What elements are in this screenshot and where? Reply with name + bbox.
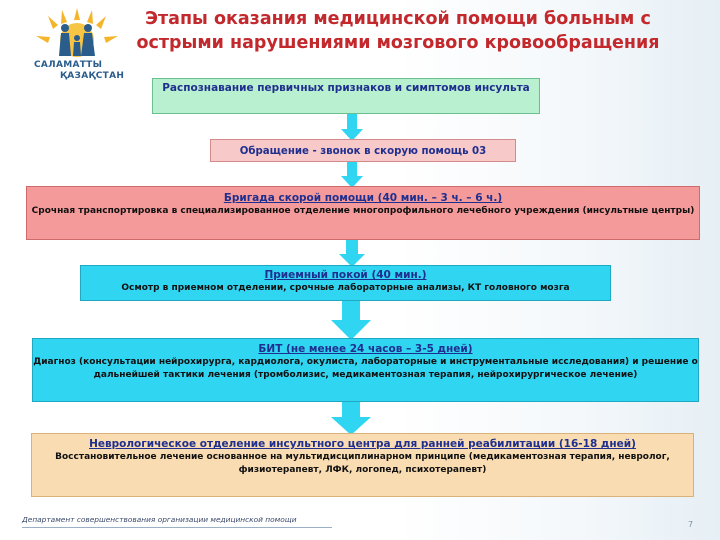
flow-arrow-3 xyxy=(339,239,365,267)
title-line1: Этапы оказания медицинской помощи больным с xyxy=(145,9,651,29)
title-line2: острыми нарушениями мозгового кровообращения xyxy=(136,33,660,53)
logo-text-line1: САЛАМАТТЫ xyxy=(34,60,103,70)
page-number: 7 xyxy=(688,520,694,529)
step-rehab-detail: Восстановительное лечение основанное на мультидисциплинарном принципе (медикаментозная терапия, невролог, физиотерапевт, ЛФК, логопед, психотерапевт) xyxy=(55,452,670,475)
step-ambulance-box xyxy=(26,186,700,240)
logo-text-line2: ҚАЗАҚСТАН xyxy=(60,71,125,81)
step-ambulance-detail: Срочная транспортировка в специализированное отделение многопрофильного лечебного учреждения (инсультные центры) xyxy=(31,206,695,216)
step-emergency-call-box xyxy=(210,139,516,162)
step-icu-box xyxy=(32,338,699,402)
step-admission-box xyxy=(80,265,611,301)
step-emergency-call-title: Обращение - звонок в скорую помощь 03 xyxy=(239,146,487,157)
step-rehab-box xyxy=(31,433,694,497)
flow-arrow-1 xyxy=(341,113,363,141)
flow-arrow-5 xyxy=(331,401,371,435)
step-icu-detail: Диагноз (консультации нейрохирурга, кардиолога, окулиста, лабораторные и инструментальные исследования) и решение о дальнейшей тактики лечения (тромболизис, медикаментозная терапия, нейрохирургическое лечение) xyxy=(33,357,698,380)
flow-arrow-4 xyxy=(331,300,371,340)
step-recognition-box xyxy=(152,78,540,114)
footer-divider xyxy=(22,527,332,528)
step-recognition-title: Распознавание первичных признаков и симптомов инсульта xyxy=(162,82,530,94)
step-rehab-title: Неврологическое отделение инсультного центра для ранней реабилитации (16-18 дней) xyxy=(89,438,636,450)
page-title xyxy=(128,7,668,55)
flow-arrow-2 xyxy=(341,161,363,188)
step-admission-title: Приемный покой (40 мин.) xyxy=(264,269,427,281)
step-icu-title: БИТ (не менее 24 часов – 3-5 дней) xyxy=(258,343,473,355)
step-ambulance-title: Бригада скорой помощи (40 мин. – 3 ч. – 6 ч.) xyxy=(223,192,503,204)
footer-department: Департамент совершенствования организации медицинской помощи xyxy=(22,515,297,524)
step-admission-detail: Осмотр в приемном отделении, срочные лабораторные анализы, КТ головного мозга xyxy=(121,283,570,293)
